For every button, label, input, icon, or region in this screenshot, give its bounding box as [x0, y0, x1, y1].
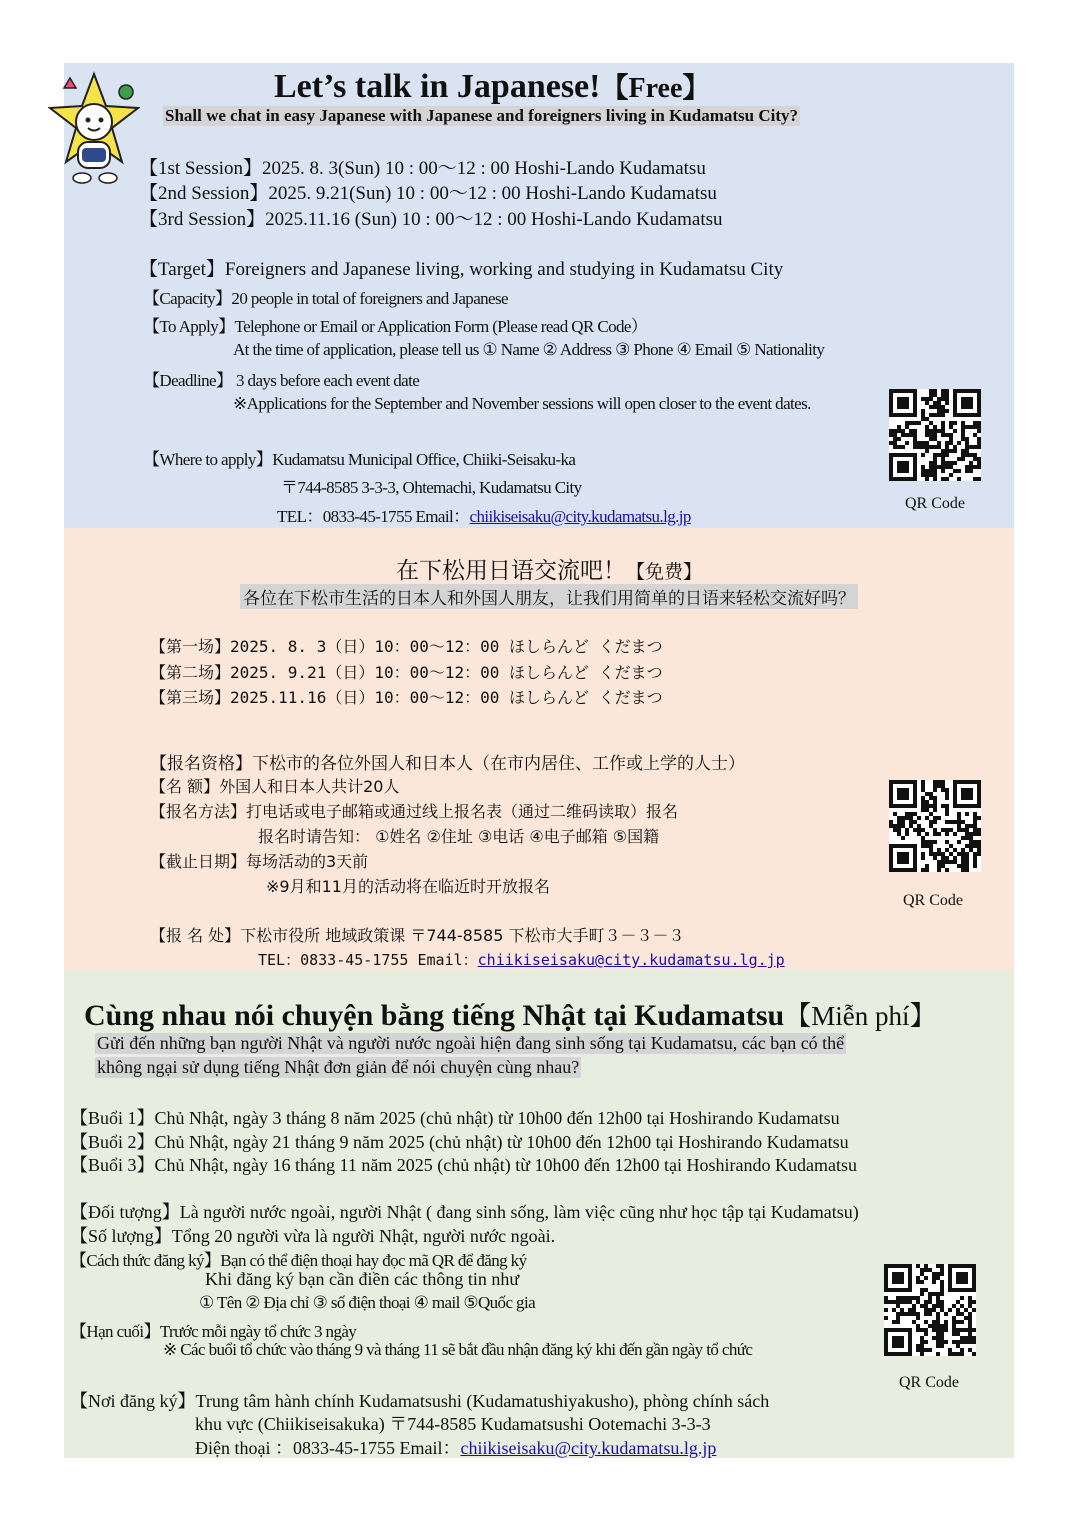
- to-apply: 【To Apply】Telephone or Email or Application Form (Please read QR Code）: [143, 317, 648, 336]
- note: ※9月和11月的活动将在临近时开放报名: [266, 877, 550, 896]
- email-link[interactable]: chiikiseisaku@city.kudamatsu.lg.jp: [477, 951, 785, 969]
- target: 【Đối tượng】Là người nước ngoài, người Nhật ( đang sinh sống, làm việc cũng như học tập tại Kudamatsu): [70, 1202, 859, 1222]
- to-apply: 【Cách thức đăng ký】Bạn có thể điện thoại hay đọc mã QR để đăng ký: [70, 1251, 527, 1270]
- email-link[interactable]: chiikiseisaku@city.kudamatsu.lg.jp: [469, 507, 691, 526]
- address: 〒744-8585 3-3-3, Ohtemachi, Kudamatsu City: [281, 478, 582, 497]
- capacity: 【Capacity】20 people in total of foreigners and Japanese: [143, 289, 508, 308]
- english-title: [274, 66, 710, 106]
- target: 【Target】Foreigners and Japanese living, working and studying in Kudamatsu City: [139, 259, 784, 280]
- vietnamese-subtitle-2: không ngại sử dụng tiếng Nhật đơn giản để nói chuyện cùng nhau?: [97, 1057, 580, 1077]
- qr-code-icon[interactable]: [889, 780, 981, 872]
- contact: [277, 502, 691, 527]
- qr-code-icon[interactable]: [884, 1264, 976, 1356]
- address: khu vực (Chiikiseisakuka) 〒744-8585 Kudamatsushi Ootemachi 3-3-3: [195, 1414, 711, 1434]
- session-3: 【3rd Session】2025.11.16 (Sun) 10 : 00～12 : 00 Hoshi-Lando Kudamatsu: [139, 209, 723, 230]
- session-2: 【2nd Session】2025. 9.21(Sun) 10 : 00～12 : 00 Hoshi-Lando Kudamatsu: [139, 183, 717, 204]
- target: 【报名资格】下松市的各位外国人和日本人（在市内居住、工作或上学的人士）: [150, 754, 745, 774]
- free-badge: 【Miễn phí】: [784, 1001, 937, 1031]
- capacity: 【名 额】外国人和日本人共计20人: [150, 777, 400, 796]
- title-text: Let’s talk in Japanese!: [274, 68, 601, 105]
- title-text: 在下松用日语交流吧！: [396, 558, 626, 584]
- mascot-image: [48, 70, 140, 193]
- vietnamese-subtitle-1: Gửi đến những bạn người Nhật và người nước ngoài hiện đang sinh sống tại Kudamatsu, các bạn có thể: [97, 1033, 845, 1053]
- where-to-apply: 【报 名 处】下松市役所 地域政策课 〒744-8585 下松市大手町３－３－３: [150, 926, 685, 945]
- free-badge: 【免费】: [626, 561, 703, 583]
- apply-info-2: ① Tên ② Địa chỉ ③ số điện thoại ④ mail ⑤Quốc gia: [199, 1293, 536, 1312]
- to-apply: 【报名方法】打电话或电子邮箱或通过线上报名表（通过二维码读取）报名: [150, 802, 679, 821]
- contact-prefix: TEL：0833-45-1755 Email：: [258, 951, 478, 969]
- capacity: 【Số lượng】Tổng 20 người vừa là người Nhật, người nước ngoài.: [70, 1226, 556, 1246]
- session-1: 【第一场】2025. 8. 3（日）10：00～12：00 ほしらんど くだまつ: [150, 637, 663, 656]
- title-text: Cùng nhau nói chuyện bằng tiếng Nhật tại Kudamatsu: [84, 999, 785, 1032]
- note: ※Applications for the September and November sessions will open closer to the event dates.: [233, 394, 811, 413]
- contact: [258, 949, 785, 970]
- apply-info: 报名时请告知： ①姓名 ②住址 ③电话 ④电子邮箱 ⑤国籍: [258, 827, 660, 846]
- contact-prefix: TEL：0833-45-1755 Email：: [277, 507, 470, 526]
- qr-label: QR Code: [903, 892, 963, 909]
- session-1: 【1st Session】2025. 8. 3(Sun) 10 : 00～12 : 00 Hoshi-Lando Kudamatsu: [139, 158, 706, 179]
- session-1: 【Buổi 1】Chủ Nhật, ngày 3 tháng 8 năm 2025 (chủ nhật) từ 10h00 đến 12h00 tại Hoshirando Kudamatsu: [70, 1108, 840, 1128]
- session-2: 【第二场】2025. 9.21（日）10：00～12：00 ほしらんど くだまつ: [150, 663, 663, 682]
- session-2: 【Buổi 2】Chủ Nhật, ngày 21 tháng 9 năm 2025 (chủ nhật) từ 10h00 đến 12h00 tại Hoshirando Kudamatsu: [70, 1132, 849, 1152]
- english-subtitle: Shall we chat in easy Japanese with Japanese and foreigners living in Kudamatsu City?: [165, 106, 799, 125]
- qr-label: QR Code: [899, 1374, 959, 1391]
- contact-prefix: Điện thoại ：0833-45-1755 Email：: [195, 1438, 461, 1458]
- email-link[interactable]: chiikiseisaku@city.kudamatsu.lg.jp: [460, 1438, 717, 1458]
- chinese-subtitle: 各位在下松市生活的日本人和外国人朋友，让我们用简单的日语来轻松交流好吗？: [240, 584, 858, 609]
- deadline: 【截止日期】每场活动的3天前: [150, 852, 369, 871]
- qr-code-icon[interactable]: [889, 389, 981, 481]
- note: ※ Các buổi tổ chức vào tháng 9 và tháng 11 sẽ bắt đầu nhận đăng ký khi đến gần ngày tổ chức: [163, 1340, 753, 1359]
- session-3: 【Buổi 3】Chủ Nhật, ngày 16 tháng 11 năm 2025 (chủ nhật) từ 10h00 đến 12h00 tại Hoshirando Kudamatsu: [70, 1155, 857, 1175]
- session-3: 【第三场】2025.11.16（日）10：00～12：00 ほしらんど くだまつ: [150, 688, 663, 707]
- apply-info-1: Khi đăng ký bạn cần điền các thông tin như: [205, 1269, 520, 1289]
- where-to-apply: 【Nơi đăng ký】Trung tâm hành chính Kudamatsushi (Kudamatushiyakusho), phòng chính sách: [70, 1391, 770, 1411]
- vietnamese-title: [84, 994, 936, 1033]
- qr-label: QR Code: [905, 495, 965, 512]
- deadline: 【Hạn cuối】Trước mỗi ngày tổ chức 3 ngày: [70, 1322, 357, 1341]
- where-to-apply: 【Where to apply】Kudamatsu Municipal Office, Chiiki-Seisaku-ka: [143, 450, 576, 469]
- apply-info: At the time of application, please tell us ① Name ② Address ③ Phone ④ Email ⑤ Nationality: [233, 340, 825, 359]
- contact: [195, 1434, 716, 1460]
- free-badge: 【Free】: [600, 73, 711, 104]
- deadline: 【Deadline】 3 days before each event date: [143, 371, 420, 390]
- chinese-title: [396, 552, 702, 585]
